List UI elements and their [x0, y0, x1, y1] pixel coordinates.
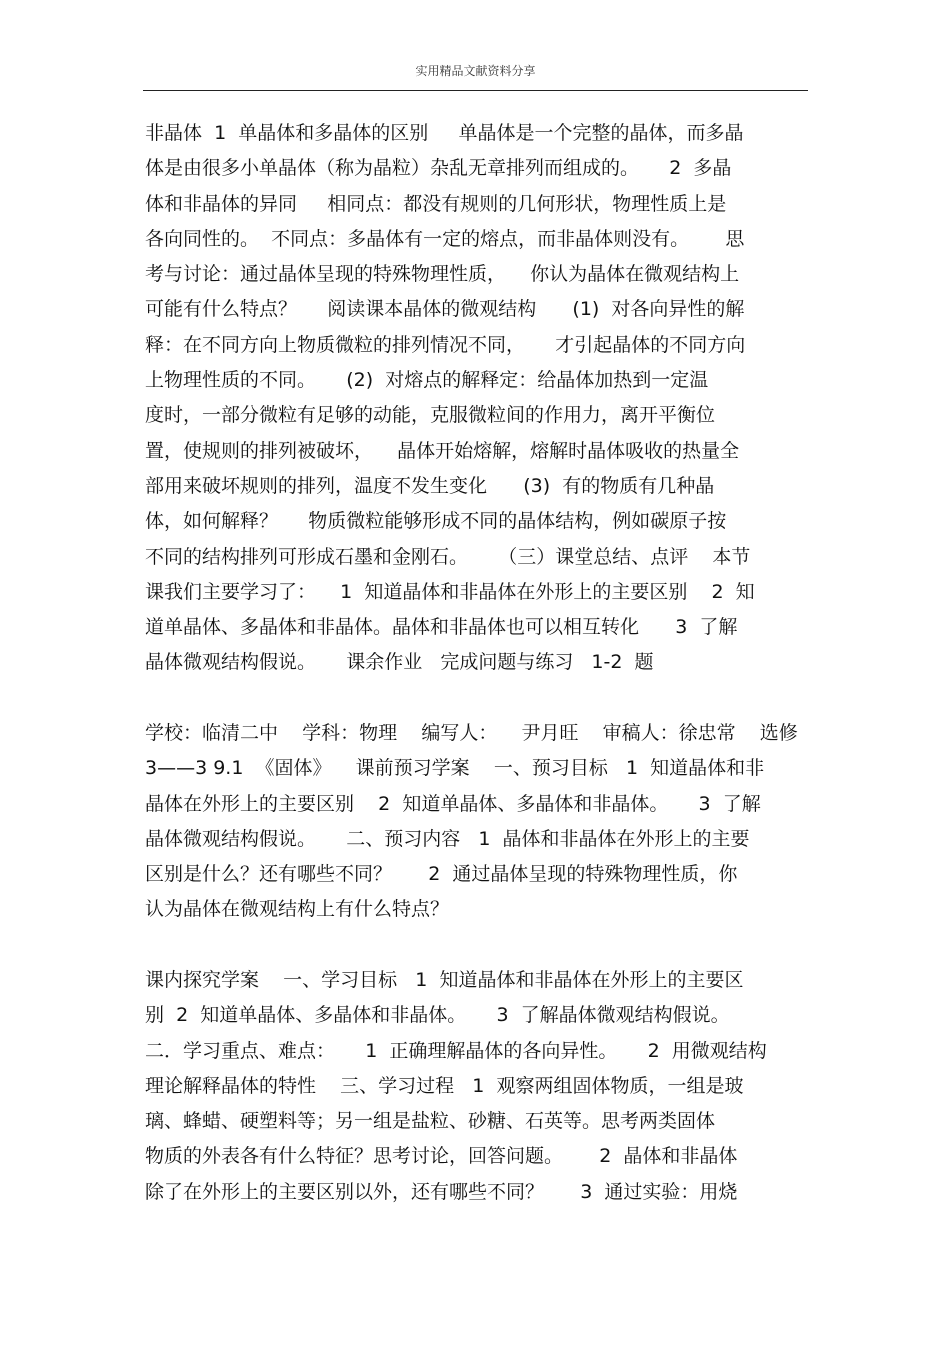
- paragraph-preview-plan: [145, 716, 810, 928]
- text-line: 可能有什么特点？ 阅读课本晶体的微观结构 (1) 对各向异性的解: [145, 298, 745, 321]
- text-line: 理论解释晶体的特性 三、学习过程 1 观察两组固体物质，一组是玻: [145, 1074, 744, 1097]
- text-line: 体，如何解释？ 物质微粒能够形成不同的晶体结构，例如碳原子按: [145, 510, 727, 533]
- text-line: 上物理性质的不同。 (2) 对熔点的解释定：给晶体加热到一定温: [145, 369, 709, 392]
- text-line: 晶体微观结构假说。 课余作业 完成问题与练习 1-2 题: [145, 651, 654, 674]
- text-line: 不同的结构排列可形成石墨和金刚石。 （三）课堂总结、点评 本节: [145, 545, 751, 568]
- text-line: 释：在不同方向上物质微粒的排列情况不同， 才引起晶体的不同方向: [145, 333, 746, 356]
- paragraph-crystal-discussion: [145, 116, 810, 681]
- text-line: 考与讨论：通过晶体呈现的特殊物理性质， 你认为晶体在微观结构上: [145, 263, 740, 286]
- paragraph-inclass-plan: [145, 963, 810, 1210]
- text-line: 别 2 知道单晶体、多晶体和非晶体。 3 了解晶体微观结构假说。: [145, 1004, 730, 1027]
- text-line: 道单晶体、多晶体和非晶体。晶体和非晶体也可以相互转化 3 了解: [145, 616, 738, 639]
- text-line: 3——3 9.1 《固体》 课前预习学案 一、预习目标 1 知道晶体和非: [145, 757, 765, 780]
- text-line: 课内探究学案 一、学习目标 1 知道晶体和非晶体在外形上的主要区: [145, 969, 744, 991]
- text-line: 体是由很多小单晶体（称为晶粒）杂乱无章排列而组成的。 2 多晶: [145, 157, 732, 180]
- text-line: 璃、蜂蜡、硬塑料等；另一组是盐粒、砂糖、石英等。思考两类固体: [145, 1110, 716, 1133]
- text-line: 物质的外表各有什么特征？思考讨论，回答问题。 2 晶体和非晶体: [145, 1145, 738, 1168]
- page-header: 实用精品文献资料分享: [415, 64, 536, 78]
- text-line: 除了在外形上的主要区别以外，还有哪些不同？ 3 通过实验：用烧: [145, 1180, 738, 1203]
- text-line: 各向同性的。 不同点：多晶体有一定的熔点，而非晶体则没有。 思: [145, 227, 745, 250]
- text-line: 二．学习重点、难点： 1 正确理解晶体的各向异性。 2 用微观结构: [145, 1039, 767, 1062]
- text-line: 认为晶体在微观结构上有什么特点？: [145, 898, 450, 921]
- header-divider: [143, 90, 808, 91]
- text-line: 体和非晶体的异同 相同点：都没有规则的几何形状，物理性质上是: [145, 192, 727, 215]
- text-line: 晶体微观结构假说。 二、预习内容 1 晶体和非晶体在外形上的主要: [145, 827, 750, 850]
- text-line: 学校：临清二中 学科：物理 编写人： 尹月旺 审稿人：徐忠常 选修: [145, 722, 798, 744]
- text-line: 度时，一部分微粒有足够的动能，克服微粒间的作用力，离开平衡位: [145, 404, 716, 427]
- text-line: 区别是什么？还有哪些不同？ 2 通过晶体呈现的特殊物理性质，你: [145, 863, 738, 886]
- text-line: 晶体在外形上的主要区别 2 知道单晶体、多晶体和非晶体。 3 了解: [145, 792, 761, 815]
- text-line: 部用来破坏规则的排列，温度不发生变化 (3) 有的物质有几种晶: [145, 474, 715, 497]
- text-line: 课我们主要学习了： 1 知道晶体和非晶体在外形上的主要区别 2 知: [145, 580, 755, 603]
- text-line: 非晶体 1 单晶体和多晶体的区别 单晶体是一个完整的晶体，而多晶: [145, 122, 744, 144]
- text-line: 置，使规则的排列被破坏， 晶体开始熔解，熔解时晶体吸收的热量全: [145, 439, 740, 462]
